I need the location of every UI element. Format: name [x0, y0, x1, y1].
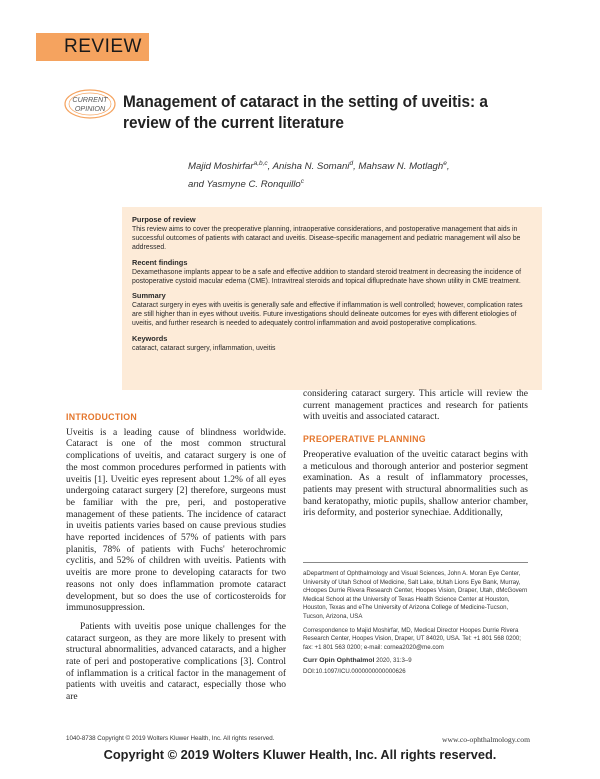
right-column	[303, 389, 528, 527]
doi-text: DOI:10.1097/ICU.0000000000000626	[303, 667, 406, 675]
footer-copyright: 1040-8738 Copyright © 2019 Wolters Kluwer Health, Inc. All rights reserved.	[66, 735, 275, 742]
citation-journal: Curr Opin Ophthalmol	[303, 657, 375, 665]
intro-paragraph-2: Patients with uveitis pose unique challenges for the cataract surgeon, as they are more likely to present with structural abnormalities, advanced cataracts, and a higher rate of peri and postoperative complications [3]. Control of inflammation is a critical factor in the management of patients with uveitis and cataract, especially those who are	[66, 621, 286, 703]
author-1-affil: a,b,c	[253, 160, 268, 167]
intro-paragraph-1: Uveitis is a leading cause of blindness worldwide. Cataract is one of the most common structural complications of uveitis, and cataract surgery is one of the most common procedures performed in patients with uveitis [1]. Uveitic eyes represent about 1.2% of all eyes undergoing cataract surgery [2] therefore, surgeons must be familiar with the pre, peri, and postoperative management of these patients. The incidence of cataract in uveitis patients varies based on cause previous studies have reported incidences of 57% of patients with pars planitis, 78% of patients with Fuchs' heterochromic cyclitis, and 52% of children with uveitis. Patients with uveitis are more prone to developing cataracts for two reasons not only does inflammation promote cataract development, but so does the use of corticosteroids for immunosuppression.	[66, 427, 286, 614]
section-tab: REVIEW	[36, 33, 149, 61]
abstract-box	[122, 207, 542, 390]
author-4: and Yasmyne C. Ronquillo	[188, 179, 301, 191]
citation-line	[303, 657, 531, 666]
author-3-affil: e	[443, 160, 447, 167]
findings-heading: Recent findings	[132, 257, 188, 267]
copyright-banner: Copyright © 2019 Wolters Kluwer Health, Inc. All rights reserved.	[103, 747, 497, 762]
citation-detail: 2020, 31:3–9	[376, 657, 412, 665]
author-list: Majid Moshirfar$^{a,b,c}$, Anisha N. Somani$^d$, Mahsaw N. Motlagh$^e$, and Yasmyne C. Ronquillo$^c$	[188, 160, 450, 191]
journal-url: www.co-ophthalmology.com	[441, 735, 530, 744]
findings-text: Dexamethasone implants appear to be a safe and effective addition to standard steroid treatment in decreasing the incidence of postoperative cystoid macular edema (CME). Intravitreal steroids and topical difluprednate have shown utility in CME treatment.	[132, 268, 522, 285]
purpose-heading: Purpose of review	[132, 215, 196, 224]
affiliation-divider	[303, 562, 528, 563]
summary-text: Cataract surgery in eyes with uveitis is generally safe and effective if inflammation is well controlled; however, complication rates are still higher than in eyes without uveitis. Future investigations should delineate outcomes for eyes with different etiologies of uveitis, and further research is needed to adequately control inflammation and avoid postoperative complications.	[132, 302, 523, 328]
left-column	[66, 412, 286, 711]
author-2-affil: d	[349, 160, 354, 167]
preoperative-heading: PREOPERATIVE PLANNING	[303, 434, 426, 445]
author-3: Mahsaw N. Motlagh	[358, 161, 444, 173]
purpose-text: This review aims to cover the preoperative planning, intraoperative considerations, and postoperative management that aids in successful outcomes of patients with cataract and uveitis. Disease-specific management and pediatric management will also be addressed.	[132, 226, 521, 252]
author-4-affil: c	[300, 178, 304, 186]
article-title: Management of cataract in the setting of uveitis: a review of the current literature	[123, 93, 488, 132]
author-1: Majid Moshirfar	[188, 161, 254, 173]
affiliations-text: aDepartment of Ophthalmology and Visual Sciences, John A. Moran Eye Center, University of Utah School of Medicine, Salt Lake, bUtah Lions Eye Bank, Murray, cHoopes Durrie Rivera Research Center, Hoopes Vision, Draper, Utah, dMcGovern Medical School at the University of Texas Health Science Center at Houston, Houston, Texas and eThe University of Arizona College of Medicine-Tucson, Tucson, Arizona, USA	[303, 570, 528, 620]
keywords-heading: Keywords	[132, 333, 168, 343]
introduction-heading: INTRODUCTION	[66, 412, 138, 422]
preoperative-paragraph: Preoperative evaluation of the uveitic cataract begins with a meticulous and thorough anterior and posterior segment examination. As a result of inflammatory processes, patients may present with structural abnormalities such as band keratopathy, miotic pupils, shallow anterior chamber, iris deformity, and posterior synechiae. Additionally,	[303, 449, 528, 519]
author-2: Anisha N. Somani	[272, 161, 350, 173]
current-opinion-logo	[62, 87, 118, 121]
summary-heading: Summary	[132, 291, 166, 301]
correspondence-text: Correspondence to Majid Moshirfar, MD, Medical Director Hoopes Durrie Rivera Research Center, Hoopes Vision, Draper, UT 84020, USA. Tel: +1 801 568 0200; fax: +1 801 563 0200; e-mail: cornea2020@me.com	[303, 626, 521, 651]
intro-continuation: considering cataract surgery. This article will review the current management practices and research for patients with uveitis and associated cataract.	[303, 389, 528, 423]
affiliation-block	[303, 570, 531, 682]
logo-line2: OPINION	[74, 104, 106, 113]
keywords-text: cataract, cataract surgery, inflammation, uveitis	[132, 344, 276, 352]
logo-line1: CURRENT	[72, 95, 108, 104]
